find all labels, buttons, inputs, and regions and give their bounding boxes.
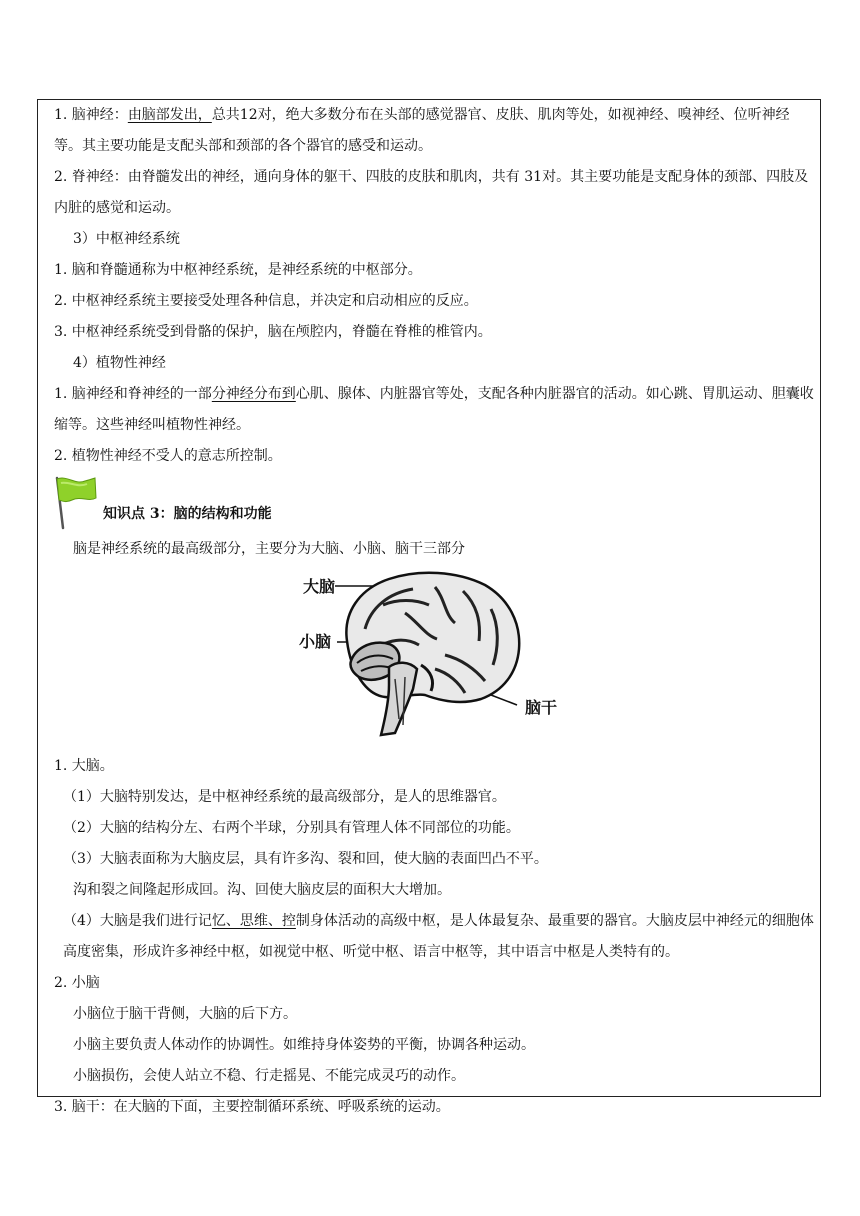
brain-figure xyxy=(45,565,815,751)
document-body xyxy=(45,100,815,1123)
cerebrum-label: 大脑 xyxy=(303,577,336,596)
cranial-nerve-underlined: 由脑部发出， xyxy=(127,107,212,123)
cerebrum-item-2: （2）大脑的结构分左、右两个半球，分别具有管理人体不同部位的功能。 xyxy=(63,820,520,836)
knowledge-point-heading: 知识点 3：脑的结构和功能 xyxy=(103,506,272,522)
brain-illustration xyxy=(285,569,565,741)
autonomic-paragraph xyxy=(45,379,815,441)
cerebrum-item-4-lead: （4）大脑是我们进行记 xyxy=(63,913,212,929)
cerebrum-item-4-text: 制身体活动的高级中枢，是人体最复杂、最重要的器官。大脑皮层中神经元的细胞体高度密集，形成许多神经中枢，如视觉中枢、听觉中枢、语言中枢等，其中语言中枢是人类特有的。 xyxy=(63,913,814,960)
cerebrum-item-4 xyxy=(45,906,815,968)
cerebrum-item-4-underlined: 忆、思维、控 xyxy=(211,913,296,929)
flag-icon xyxy=(49,474,97,530)
cranial-nerve-lead: 1. 脑神经： xyxy=(54,107,128,123)
cerebellum-item-3: 小脑损伤，会使人站立不稳、行走摇晃、不能完成灵巧的动作。 xyxy=(73,1068,465,1084)
spinal-nerve-paragraph: 2. 脊神经：由脊髓发出的神经，通向身体的躯干、四肢的皮肤和肌肉，共有 31对。其主要功能是支配身体的颈部、四肢及内脏的感觉和运动。 xyxy=(54,169,809,216)
cerebrum-item-1: （1）大脑特别发达，是中枢神经系统的最高级部分，是人的思维器官。 xyxy=(63,789,506,805)
cns-item-3: 3. 中枢神经系统受到骨骼的保护，脑在颅腔内，脊髓在脊椎的椎管内。 xyxy=(54,324,492,340)
autonomic-underlined: 分神经分布到 xyxy=(211,386,296,402)
knowledge-point-heading-row xyxy=(45,472,815,534)
cerebrum-note: 沟和裂之间隆起形成回。沟、回使大脑皮层的面积大大增加。 xyxy=(73,882,451,898)
cerebellum-title: 2. 小脑 xyxy=(54,975,100,991)
cerebellum-item-1: 小脑位于脑干背侧，大脑的后下方。 xyxy=(73,1006,297,1022)
brainstem-label: 脑干 xyxy=(525,698,558,717)
cns-title: 3）中枢神经系统 xyxy=(73,231,180,247)
autonomic-lead: 1. 脑神经和脊神经的一部 xyxy=(54,386,212,402)
cns-item-2: 2. 中枢神经系统主要接受处理各种信息，并决定和启动相应的反应。 xyxy=(54,293,478,309)
cranial-nerve-paragraph xyxy=(45,100,815,162)
cerebrum-title: 1. 大脑。 xyxy=(54,758,114,774)
brainstem-paragraph: 3. 脑干：在大脑的下面，主要控制循环系统、呼吸系统的运动。 xyxy=(54,1099,450,1115)
cerebrum-item-3: （3）大脑表面称为大脑皮层，具有许多沟、裂和回，使大脑的表面凹凸不平。 xyxy=(63,851,548,867)
cerebellum-label: 小脑 xyxy=(299,632,332,651)
autonomic-item-2: 2. 植物性神经不受人的意志所控制。 xyxy=(54,448,282,464)
autonomic-title: 4）植物性神经 xyxy=(73,355,166,371)
cns-item-1: 1. 脑和脊髓通称为中枢神经系统，是神经系统的中枢部分。 xyxy=(54,262,422,278)
brain-intro: 脑是神经系统的最高级部分，主要分为大脑、小脑、脑干三部分 xyxy=(73,541,465,557)
cranial-nerve-text: 总共12对，绝大多数分布在头部的感觉器官、皮肤、肌肉等处，如视神经、嗅神经、位听神经等。其主要功能是支配头部和颈部的各个器官的感受和运动。 xyxy=(54,107,790,154)
autonomic-text: 心肌、腺体、内脏器官等处，支配各种内脏器官的活动。如心跳、胃肌运动、胆囊收缩等。这些神经叫植物性神经。 xyxy=(54,386,814,433)
cerebellum-item-2: 小脑主要负责人体动作的协调性。如维持身体姿势的平衡，协调各种运动。 xyxy=(73,1037,535,1053)
